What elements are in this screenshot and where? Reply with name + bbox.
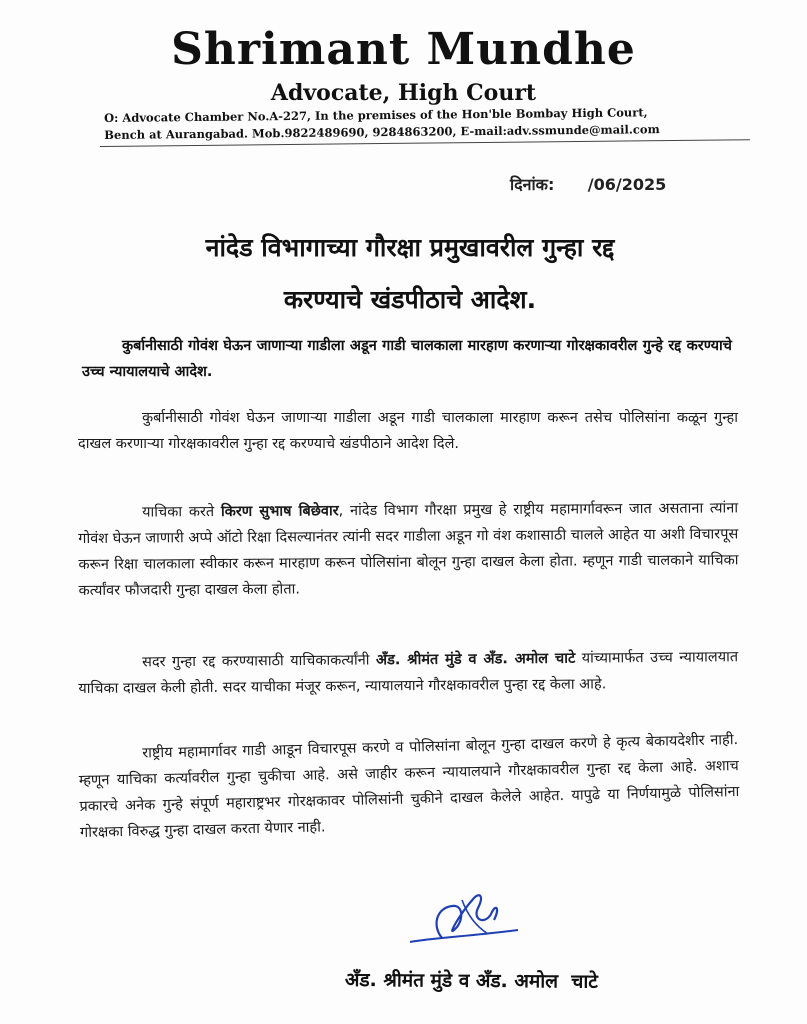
letterhead-designation: Advocate, High Court [270,80,537,106]
date-line [510,173,666,195]
subheading: कुर्बानीसाठी गोवंश घेऊन जाणाऱ्या गाडीला अडून गाडी चालकाला मारहाण करणाऱ्या गोरक्षकावरील गुन्हे रद्द करण्याचे उच्च न्यायालयाचे आदेश. [82,338,732,380]
paragraph-2 [78,495,739,604]
petitioner-name: किरण सुभाष बिछेवार [220,503,339,521]
date-label: दिनांक: [510,175,555,194]
paragraph-2-text: , नांदेड विभाग गौरक्षा प्रमुख हे राष्ट्रीय महामार्गावरून जात असताना त्यांना गोवंश घेऊन जाणारी अप्पे ऑटो रिक्षा दिसल्यानंतर त्यांनी सदर गाडीला अडून गो वंश कशासाठी चालले आहेत या अशी विचारपूस करून रिक्षा चालकाला स्वीकार करून मारहाण करून पोलिसांना बोलून गुन्हा दाखल केला होता. म्हणून गाडी चालकाने याचिका कर्त्यांवर फौजदारी गुन्हा दाखल केला होता. [78,500,739,599]
paragraph-3 [78,644,738,702]
paragraph-2-prefix: याचिका करते [142,504,221,521]
paragraph-3-prefix: सदर गुन्हा रद्द करण्यासाठी याचिकाकर्त्यांनी [142,652,377,671]
title-line-1: नांदेड विभागाच्या गौरक्षा प्रमुखावरील गुन्हा रद्द [205,233,615,262]
letterhead-name: Shrimant Mundhe [171,24,636,75]
letterhead-address [104,103,744,144]
advocate-names: अँड. श्रीमंत मुंडे व अँड. अमोल चाटे [375,650,576,669]
address-line-2: Bench at Aurangabad. Mob.9822489690, 9284863200, E-mail:adv.ssmunde@mail.com [104,122,660,142]
signature-mark [402,886,522,954]
paragraph-3-text: यांच्यामार्फत उच्च न्यायालयात याचिका दाखल केली होती. सदर याचीका मंजूर करून, न्यायालयाने गौरक्षकावरील पुन्हा रद्द केला आहे. [78,649,739,697]
signatory-names: अँड. श्रीमंत मुंडे व अँड. अमोल चाटे [344,968,598,993]
date-value: /06/2025 [587,175,667,194]
paragraph-4: राष्ट्रीय महामार्गावर गाडी आडून विचारपूस करणे व पोलिसांना बोलून गुन्हा दाखल करणे हे कृत्य बेकायदेशीर नाही. म्हणून याचिका कर्त्यावरील गुन्हा चुकीचा आहे. असे जाहीर करून न्यायालयाने गौरक्षकावरील गुन्हा रद्द केला आहे. अशाच प्रकारचे अनेक गुन्हे संपूर्ण महाराष्ट्रभर गोरक्षकावर पोलिसांनी चुकीने दाखल केलेले आहेत. यापुढे या निर्णयामुळे पोलिसांना गोरक्षका विरुद्ध गुन्हा दाखल करता येणार नाही. [78,732,740,841]
document-title [60,222,760,326]
address-line-1: O: Advocate Chamber No.A-227, In the premises of the Hon'ble Bombay High Court, [104,105,648,125]
title-line-2: करण्याचे खंडपीठाचे आदेश. [283,285,537,314]
paragraph-1: कुर्बानीसाठी गोवंश घेऊन जाणाऱ्या गाडीला अडून गाडी चालकाला मारहाण करून तसेच पोलिसांना कळून गुन्हा दाखल करणाऱ्या गोरक्षकावरील गुन्हा रद्द करण्याचे खंडपीठाने आदेश दिले. [78,410,738,452]
